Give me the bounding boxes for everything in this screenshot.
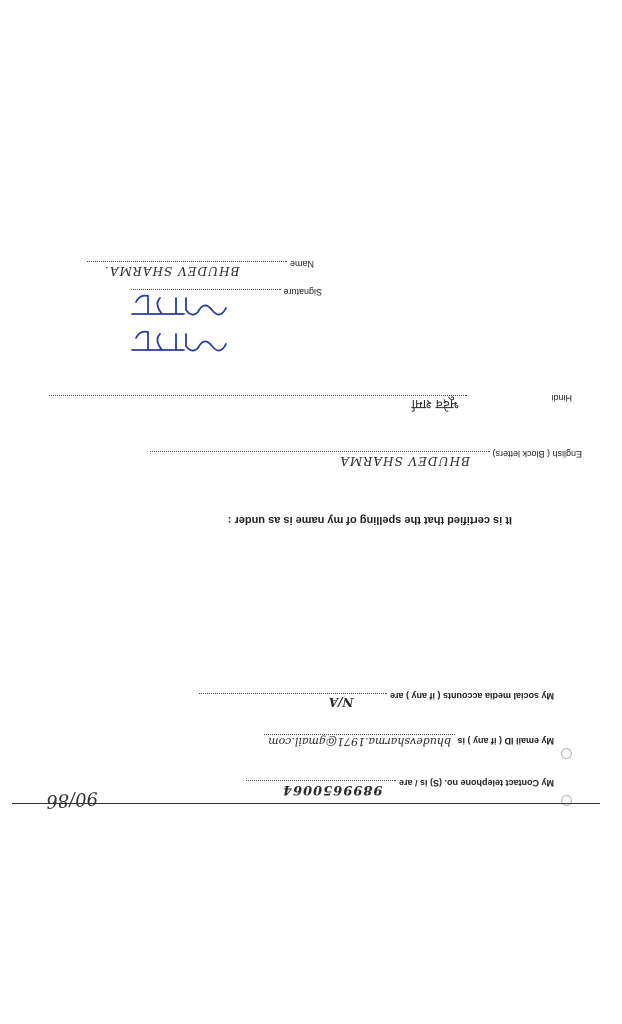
english-dotted-field — [150, 451, 490, 468]
email-label: My email ID ( if any ) is — [457, 736, 554, 746]
social-label: My social media accounts ( if any ) are — [389, 691, 554, 701]
english-label: English ( Block letters) — [492, 449, 582, 459]
contact-label: My Contact telephone no. (S) is / are — [398, 778, 554, 788]
signature-label: Signature — [283, 287, 322, 297]
social-value: N/A — [328, 695, 354, 709]
contact-line — [246, 778, 554, 797]
english-line — [150, 449, 582, 468]
page-number: 90/86 — [45, 787, 99, 812]
hindi-value: भूदेव शर्मा — [411, 396, 459, 411]
punch-hole — [561, 795, 572, 806]
contact-value: 9899650064 — [281, 782, 383, 797]
name-value: BHUDEV SHARMA. — [104, 264, 240, 278]
english-value: BHUDEV SHARMA — [339, 454, 470, 468]
hindi-dotted-field — [49, 395, 467, 411]
signature-dotted-field — [131, 289, 281, 300]
certification-heading: It is certified that the spelling of my name is as under : — [227, 514, 512, 526]
name-dotted-field — [87, 261, 287, 278]
punch-hole — [561, 748, 572, 759]
social-line — [199, 691, 554, 709]
divider-line — [12, 803, 600, 804]
email-value: bhudevsharma.1971@gmail.com — [264, 734, 455, 748]
hindi-label: Hindi — [551, 393, 572, 403]
social-dotted-field — [199, 693, 387, 709]
name-line — [87, 259, 314, 278]
hindi-line — [49, 393, 572, 411]
email-line — [264, 735, 554, 748]
signature-line — [131, 287, 322, 300]
name-label: Name — [289, 259, 314, 269]
contact-dotted-field — [246, 780, 396, 797]
